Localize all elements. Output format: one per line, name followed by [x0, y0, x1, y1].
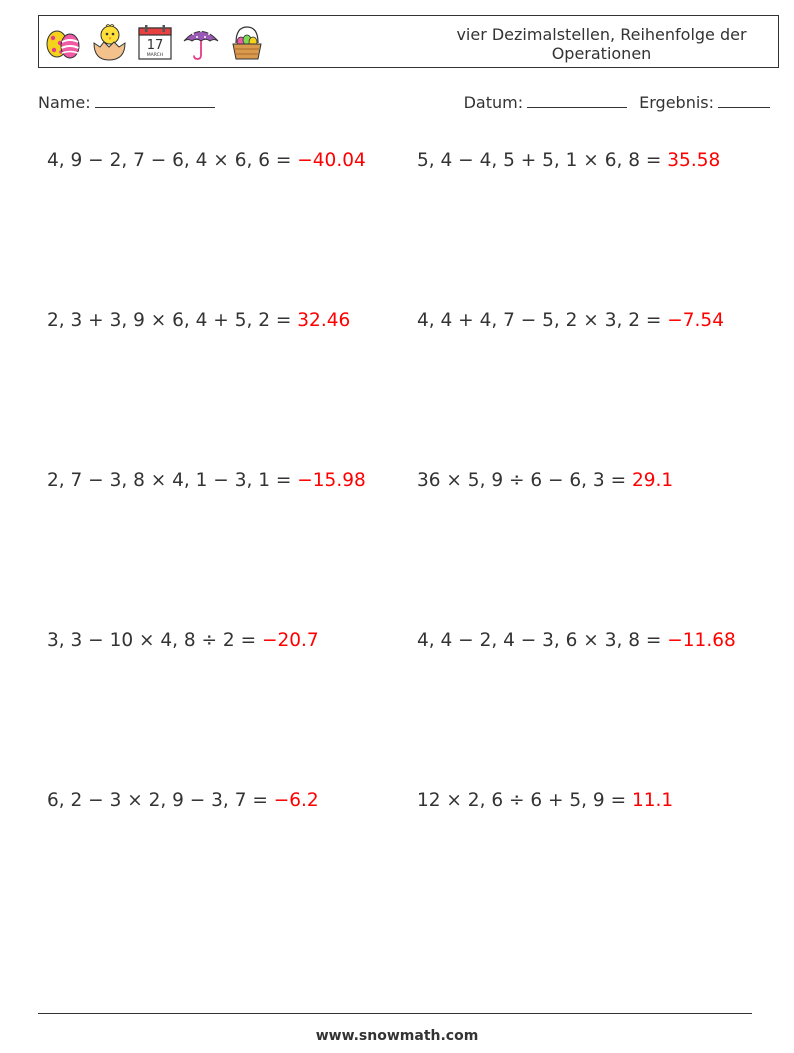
- easter-eggs-icon: [43, 22, 83, 62]
- calendar-icon: [135, 22, 175, 62]
- problem-3: [47, 309, 350, 333]
- footer-divider: [38, 1013, 752, 1014]
- problem-answer: 35.58: [667, 150, 721, 171]
- problem-answer: −11.68: [667, 630, 736, 651]
- problem-2: [417, 149, 720, 173]
- problem-7: [47, 629, 319, 653]
- worksheet-header: [38, 15, 779, 68]
- date-blank[interactable]: [527, 94, 627, 108]
- problem-6: [417, 469, 673, 493]
- problem-answer: −15.98: [297, 470, 366, 491]
- date-label: Datum:: [463, 93, 524, 112]
- problem-answer: 11.1: [631, 790, 674, 811]
- problem-expression: 5, 4 − 4, 5 + 5, 1 × 6, 8 =: [417, 150, 662, 171]
- problem-1: [47, 149, 366, 173]
- problem-expression: 4, 4 + 4, 7 − 5, 2 × 3, 2 =: [417, 310, 662, 331]
- problem-answer: 29.1: [631, 470, 674, 491]
- problem-expression: 6, 2 − 3 × 2, 9 − 3, 7 =: [47, 790, 268, 811]
- worksheet-title: vier Dezimalstellen, Reihenfolge der Operationen: [456, 25, 747, 63]
- problem-8: [417, 629, 736, 653]
- problem-answer: −20.7: [261, 630, 319, 651]
- problem-4: [417, 309, 724, 333]
- header-icons: [43, 20, 267, 64]
- problem-5: [47, 469, 366, 493]
- problem-expression: 12 × 2, 6 ÷ 6 + 5, 9 =: [417, 790, 627, 811]
- problem-9: [47, 789, 319, 813]
- calendar-day: 17: [146, 38, 164, 53]
- score-blank[interactable]: [718, 94, 770, 108]
- name-blank[interactable]: [95, 94, 215, 108]
- problem-answer: −40.04: [297, 150, 366, 171]
- problem-expression: 2, 3 + 3, 9 × 6, 4 + 5, 2 =: [47, 310, 292, 331]
- problem-expression: 4, 9 − 2, 7 − 6, 4 × 6, 6 =: [47, 150, 292, 171]
- problem-expression: 36 × 5, 9 ÷ 6 − 6, 3 =: [417, 470, 627, 491]
- problem-expression: 2, 7 − 3, 8 × 4, 1 − 3, 1 =: [47, 470, 292, 491]
- score-label: Ergebnis:: [639, 93, 714, 112]
- hatching-chick-icon: [89, 22, 129, 62]
- date-score-fields: [464, 93, 770, 113]
- footer-website[interactable]: www.snowmath.com: [315, 1028, 479, 1044]
- problem-10: [417, 789, 673, 813]
- calendar-month: MARCH: [146, 53, 164, 58]
- problem-answer: −6.2: [273, 790, 319, 811]
- problem-answer: −7.54: [667, 310, 724, 331]
- problem-expression: 4, 4 − 2, 4 − 3, 6 × 3, 8 =: [417, 630, 662, 651]
- problem-answer: 32.46: [297, 310, 351, 331]
- name-field: [38, 93, 215, 113]
- easter-basket-icon: [227, 22, 267, 62]
- problem-expression: 3, 3 − 10 × 4, 8 ÷ 2 =: [47, 630, 257, 651]
- name-label: Name:: [38, 93, 91, 112]
- umbrella-icon: [181, 22, 221, 62]
